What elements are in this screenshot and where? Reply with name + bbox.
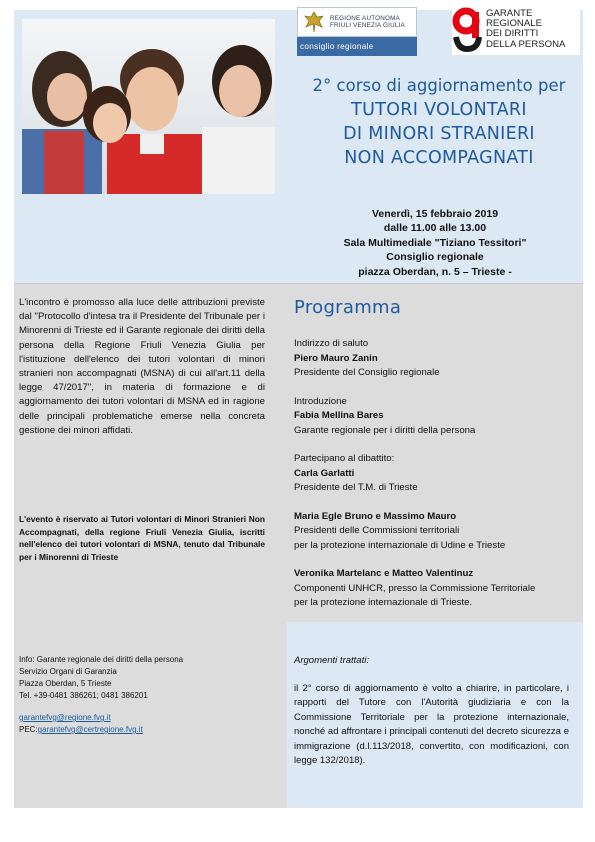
item-role: Presidente del T.M. di Trieste — [294, 482, 418, 493]
programma-item — [294, 395, 579, 439]
pec-link[interactable]: garantefvg@certregione.fvg.it — [37, 725, 143, 734]
topics-body: il 2° corso di aggiornamento è volto a chiarire, in particolare, i rapporti del Tutore con l'Autorità giudiziaria e con la Commissione Territoriale per la protezione internazionale, nonché ad affrontare i principali contenuti del decreto sicurezza e immigrazione (d.l.113/2018, convertito, con modificazioni, con legge 132/2018). — [294, 682, 569, 766]
event-time: dalle 11.00 alle 13.00 — [383, 222, 487, 235]
panel-names: Maria Egle Bruno e Massimo Mauro — [294, 510, 457, 522]
event-date: Venerdì, 15 febbraio 2019 — [371, 208, 499, 220]
item-name: Fabia Mellina Bares — [294, 410, 384, 421]
event-room: Sala Multimediale "Tiziano Tessitori" — [343, 236, 527, 249]
garante-logo — [452, 7, 580, 55]
eagle-icon — [301, 9, 327, 35]
garante-line-3: DEI DIRITTI — [486, 28, 539, 40]
contact-info — [19, 654, 269, 736]
region-line-1: REGIONE AUTONOMA — [330, 14, 400, 22]
course-title — [290, 74, 588, 170]
item-intro: Partecipano al dibattito: — [294, 453, 395, 464]
info-line-2: Servizio Organi di Garanzia — [19, 667, 117, 676]
programma-title: Programma — [294, 297, 402, 318]
garante-line-4: DELLA PERSONA — [486, 38, 566, 50]
title-line-4: NON ACCOMPAGNATI — [344, 148, 534, 168]
garante-g-icon — [452, 7, 482, 53]
info-line-1: Info: Garante regionale dei diritti della persona — [19, 655, 184, 664]
panel-role: per la protezione internazionale di Trieste. — [294, 597, 473, 608]
title-line-1: 2° corso di aggiornamento per — [312, 76, 566, 95]
programma-item — [294, 452, 579, 496]
panel-role: per la protezione internazionale di Udine e Trieste — [294, 539, 506, 551]
header-photo — [22, 19, 275, 194]
item-role: Garante regionale per i diritti della persona — [294, 424, 476, 436]
info-line-3: Piazza Oberdan, 5 Trieste — [19, 679, 112, 688]
event-venue: Consiglio regionale — [386, 251, 484, 264]
item-name: Carla Garlatti — [294, 467, 355, 479]
title-line-2: TUTORI VOLONTARI — [351, 100, 527, 120]
programma-list — [294, 337, 579, 625]
event-address: piazza Oberdan, n. 5 – Trieste - — [358, 265, 512, 278]
item-role: Presidente del Consiglio regionale — [294, 367, 440, 378]
garante-line-1: GARANTE — [486, 8, 533, 19]
pec-label: PEC: — [19, 725, 38, 734]
reserved-notice: L'evento è riservato ai Tutori volontari di Minori Stranieri Non Accompagnati, della regione Friuli Venezia Giulia, iscritti nell'elenco dei tutori volontari di MSNA, tenuto dal Tribunale per i Minorenni di Trieste — [19, 514, 265, 562]
programma-panel-2 — [294, 567, 579, 611]
consiglio-regionale-logo — [297, 7, 417, 55]
email-link[interactable]: garantefvg@regione.fvg.it — [19, 713, 111, 722]
topics-label: Argomenti trattati: — [294, 655, 369, 666]
event-details — [300, 207, 570, 279]
panel-names: Veronika Martelanc e Matteo Valentinuz — [294, 568, 474, 579]
item-intro: Indirizzo di saluto — [294, 338, 369, 349]
panel-role: Componenti UNHCR, presso la Commissione Territoriale — [294, 582, 536, 594]
info-line-4: Tel. +39-0481 386261; 0481 386201 — [19, 691, 148, 700]
item-name: Piero Mauro Zanin — [294, 352, 378, 364]
consiglio-label: consiglio regionale — [297, 37, 417, 56]
programma-panel-1 — [294, 510, 579, 554]
item-intro: Introduzione — [294, 395, 347, 407]
topics-section — [294, 654, 569, 769]
intro-paragraph: L'incontro è promosso alla luce delle attribuzioni previste dal "Protocollo d'intesa tra il Presidente del Tribunale per i Minorenni di Trieste ed il Garante regionale dei diritti della persona della Regione Friuli Venezia Giulia per l'istituzione dell'elenco dei tutori volontari di minori stranieri non accompagnati (MSNA) di cui all'art.11 della legge 47/2017", in materia di formazione e di aggiornamento dei tutori volontari di MSNA ed in ragione delle principali problematiche emerse nella concreta gestione dei minori affidati. — [19, 297, 265, 436]
region-line-2: FRIULI VENEZIA GIULIA — [330, 22, 405, 29]
panel-role: Presidenti delle Commissioni territoriali — [294, 525, 460, 536]
programma-item — [294, 337, 579, 381]
garante-line-2: REGIONALE — [486, 18, 542, 30]
title-line-3: DI MINORI STRANIERI — [343, 124, 535, 144]
